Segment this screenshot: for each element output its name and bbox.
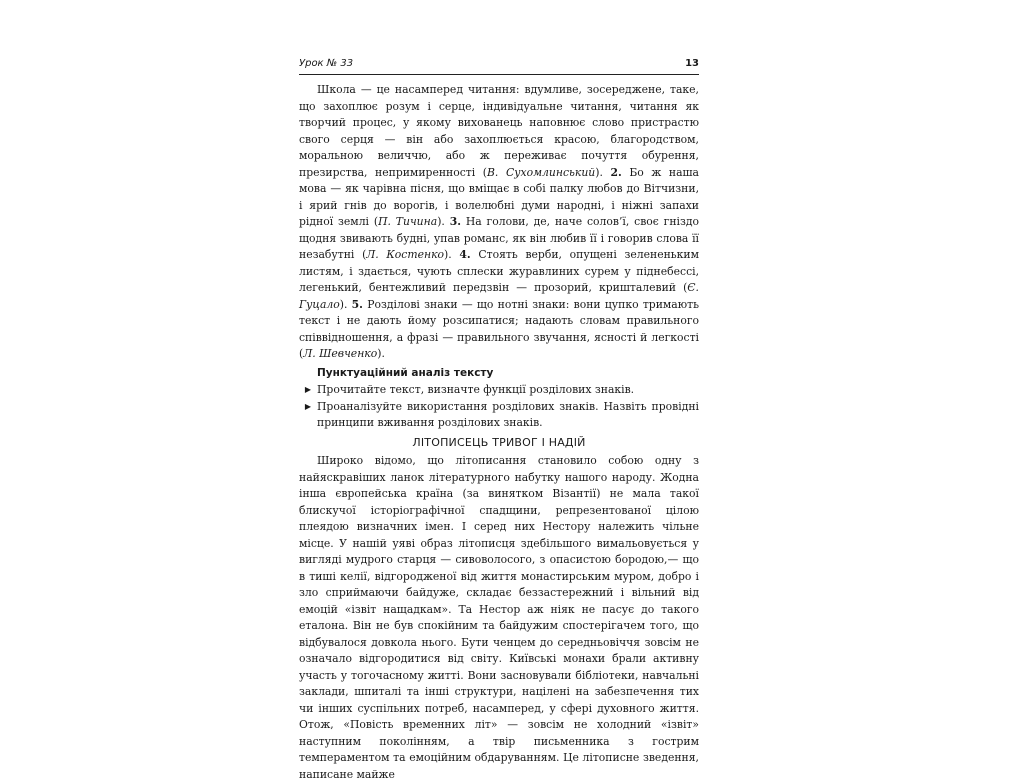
lesson-label: Урок № 33 (299, 58, 354, 69)
article-title: ЛІТОПИСЕЦЬ ТРИВОГ І НАДІЙ (412, 435, 586, 449)
page-number: 13 (685, 58, 699, 69)
item-number-2: 2. (610, 165, 622, 179)
author-shevchenko: Л. Шевченко (303, 347, 378, 360)
item-number-3: 3. (449, 215, 461, 228)
task-item: ▶ Проаналізуйте використання розділових знаків. Назвіть провідні принципи вживання розділових знаків. (299, 399, 699, 432)
author-kostenko: Л. Костенко (366, 248, 445, 261)
running-header (299, 56, 699, 74)
analysis-heading: Пунктуаційний аналіз тексту (317, 366, 494, 379)
page-body (299, 82, 699, 783)
author-sukhomlynskyi: В. Сухомлинський (487, 165, 596, 179)
book-page (299, 56, 700, 781)
author-hutsalo: Є. Гуцало (299, 281, 699, 311)
header-rule (299, 74, 699, 75)
article-text: Широко відомо, що літописання становило собою одну з найяскравіших ланок літературного набутку нашого народу. Жодна інша європейська країна (за винятком Візантії) не мала такої блискучої історіографічної спадщини, репрезентованої цілою плеядою визначних імен. І серед них Нестору належить чільне місце. У нашій уяві образ літописця здебільшого вимальовується у вигляді мудрого старця — сивоволосого, з опасистою бородою,— що в тиші келії, відгородженої від життя монастирським муром, добро і зло сприймаючи байдуже, складає беззастережний і вільний від емоцій «ізвіт нащадкам». Та Нестор аж ніяк не пасує до такого еталона. Він не був спокійним та байдужим спостерігачем того, що відбувалося довкола нього. Бути ченцем до середньовіччя зовсім не означало відгородитися від світу. Київські монахи брали активну участь у тогочасному житті. Вони засновували бібліотеки, навчальні заклади, шпиталі та інші структури, націлені на забезпечення тих чи інших суспільних потреб, насамперед, у сфері духовного життя. Отож, «Повість временних літ» — зовсім не холодний «ізвіт» наступним поколінням, а твір письменника з гострим темпераментом та емоційним обдаруванням. Це літописне зведення, написане майже (299, 454, 699, 781)
triangle-bullet-icon: ▶ (304, 385, 312, 394)
item-number-4: 4. (459, 248, 471, 261)
author-tychyna: П. Тичина (378, 215, 438, 228)
exercise-passage: Школа — це насамперед читання: вдумливе, зосереджене, таке, що захоплює розум і серце, індивідуальне читання, читання як творчий процес, у якому вихованець наповнює слово пристрастю свого серця — він або захоплюється красою, благородством, моральною величчю, або ж переживає почуття обурення, презирства, непримиренності (В. Сухомлинський). 2. Бо ж наша мова — як чарівна пісня, що вміщає в собі палку любов до Вітчизни, і ярий гнів до ворогів, і волелюбні думи народні, і ніжні запахи рідної землі (П. Тичина). 3. На голови, де, наче солов’ї, своє гніздо щодня звивають будні, упав романс, як він любив її і говорив слова її незабутні (Л. Костенко). 4. Стоять верби, опущені зелененьким листям, і здається, чують сплески журавлиних сурем у піднебессі, легенький, бентежливий передзвін — прозорий, кришталевий (Є. Гуцало). 5. Розділові знаки — що нотні знаки: вони цупко тримають текст і не дають йому розсипатися; надають словам правильного співвідношення, а фразі — правильного звучання, ясності й легкості (Л. Шевченко). (299, 83, 700, 360)
task-item: ▶ Прочитайте текст, визначте функції розділових знаків. (299, 382, 699, 399)
triangle-bullet-icon: ▶ (304, 401, 312, 411)
item-number-5: 5. (351, 297, 363, 311)
